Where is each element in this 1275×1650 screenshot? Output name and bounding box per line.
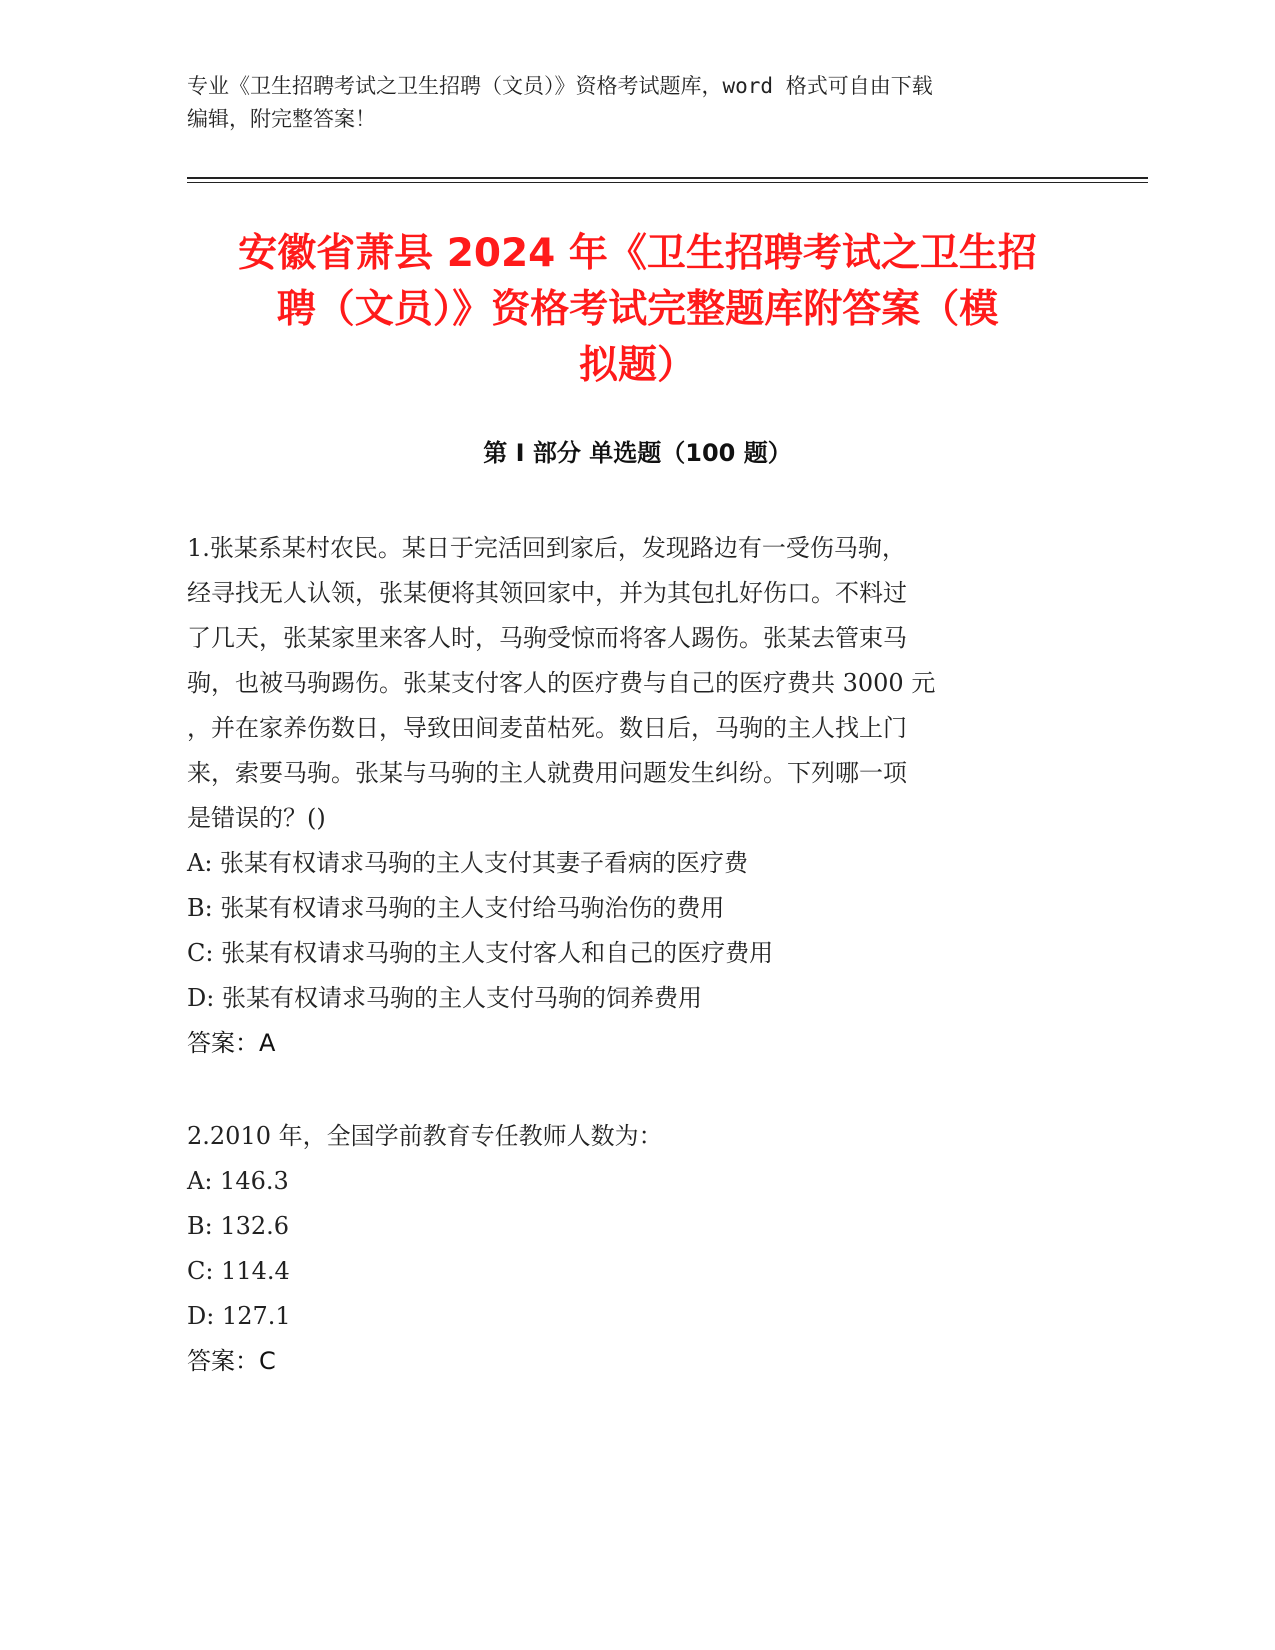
option-a: A: 张某有权请求马驹的主人支付其妻子看病的医疗费	[187, 849, 749, 877]
header-note-line: 编辑，附完整答案！	[187, 107, 376, 131]
question-stem-line: 驹，也被马驹踢伤。张某支付客人的医疗费与自己的医疗费共 3000 元	[187, 669, 936, 697]
option-d: D: 张某有权请求马驹的主人支付马驹的饲养费用	[187, 984, 702, 1012]
question-stem-line: ，并在家养伤数日，导致田间麦苗枯死。数日后，马驹的主人找上门	[187, 714, 907, 742]
question-stem-line: 了几天，张某家里来客人时，马驹受惊而将客人踢伤。张某去管束马	[187, 624, 907, 652]
option-d: D: 127.1	[187, 1302, 291, 1330]
question-stem-line: 经寻找无人认领，张某便将其领回家中，并为其包扎好伤口。不料过	[187, 579, 907, 607]
answer-line: 答案：A	[187, 1029, 276, 1057]
option-c: C: 张某有权请求马驹的主人支付客人和自己的医疗费用	[187, 939, 774, 967]
question-stem-line: 1.张某系某村农民。某日于完活回到家后，发现路边有一受伤马驹，	[187, 534, 906, 562]
answer-line: 答案：C	[187, 1347, 276, 1375]
title-line: 拟题）	[578, 343, 696, 388]
section-heading: 第 I 部分 单选题（100 题）	[483, 439, 792, 467]
option-b: B: 132.6	[187, 1212, 290, 1240]
option-c: C: 114.4	[187, 1257, 290, 1285]
header-note	[187, 70, 1067, 136]
option-b: B: 张某有权请求马驹的主人支付给马驹治伤的费用	[187, 894, 725, 922]
question-stem-line: 来，索要马驹。张某与马驹的主人就费用问题发生纠纷。下列哪一项	[187, 759, 907, 787]
question-stem-line: 2.2010 年，全国学前教育专任教师人数为：	[187, 1122, 663, 1150]
question-1	[187, 526, 1087, 1066]
title-line: 安徽省萧县 2024 年《卫生招聘考试之卫生招	[238, 231, 1037, 276]
title-line: 聘（文员）》资格考试完整题库附答案（模	[276, 287, 999, 332]
header-divider-thin	[187, 182, 1148, 183]
document-title	[170, 226, 1105, 394]
header-note-line: 专业《卫生招聘考试之卫生招聘（文员）》资格考试题库，word 格式可自由下载	[187, 74, 933, 98]
header-divider	[187, 177, 1148, 179]
question-2	[187, 1114, 1087, 1384]
option-a: A: 146.3	[187, 1167, 289, 1195]
question-stem-line: 是错误的？()	[187, 804, 326, 832]
